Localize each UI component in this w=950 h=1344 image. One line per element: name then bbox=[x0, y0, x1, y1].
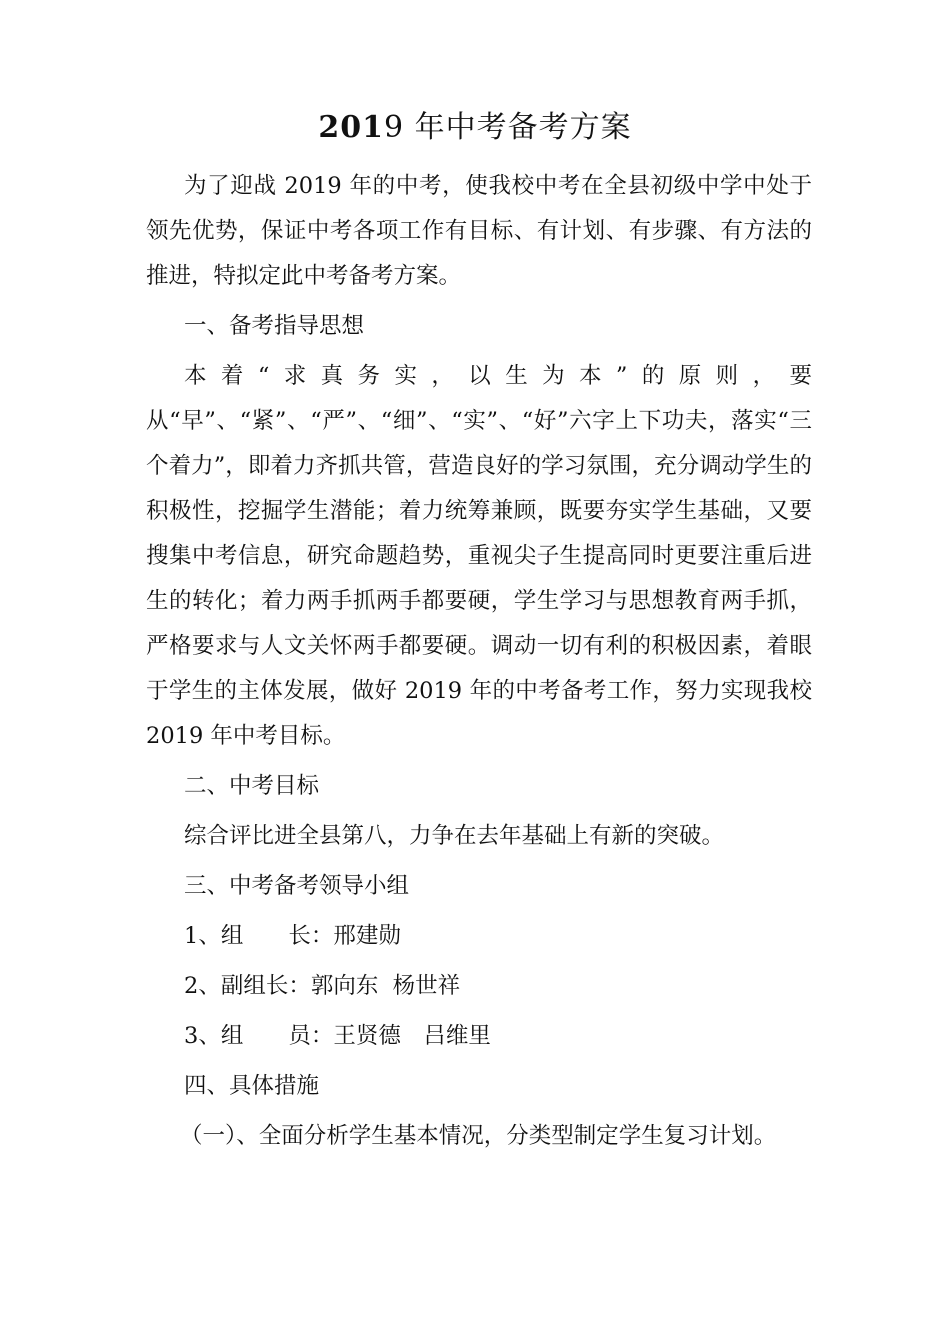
document-title bbox=[0, 108, 950, 148]
section-heading-exam-goal: 二、中考目标 bbox=[184, 773, 320, 799]
members-line: 3、组 员：王贤德 吕维里 bbox=[184, 1023, 491, 1049]
section-heading-measures: 四、具体措施 bbox=[184, 1073, 320, 1099]
title-year-bold: 201 bbox=[318, 110, 384, 145]
exam-goal-paragraph: 综合评比进全县第八，力争在去年基础上有新的突破。 bbox=[184, 823, 725, 849]
document-body bbox=[146, 164, 812, 1164]
subsection-heading-analysis: （一）、全面分析学生基本情况，分类型制定学生复习计划。 bbox=[180, 1123, 777, 1149]
title-text: 9 年中考备考方案 bbox=[384, 110, 632, 145]
guiding-idea-paragraph: 本着“求真务实，以生为本”的原则，要从“早”、“紧”、“严”、“细”、“实”、“好”六字上下功夫，落实“三个着力”，即着力齐抓共管，营造良好的学习氛围，充分调动学生的积极性，挖掘学生潜能；着力统筹兼顾，既要夯实学生基础，又要搜集中考信息，研究命题趋势，重视尖子生提高同时更要注重后进生的转化；着力两手抓两手都要硬，学生学习与思想教育两手抓，严格要求与人文关怀两手都要硬。调动一切有利的积极因素，着眼于学生的主体发展，做好 2019 年的中考备考工作，努力实现我校 2019 年中考目标。 bbox=[146, 363, 812, 749]
intro-paragraph: 为了迎战 2019 年的中考，使我校中考在全县初级中学中处于领先优势，保证中考各项工作有目标、有计划、有步骤、有方法的推进，特拟定此中考备考方案。 bbox=[146, 173, 812, 289]
section-heading-leadership-group: 三、中考备考领导小组 bbox=[184, 873, 410, 899]
section-heading-guiding-idea: 一、备考指导思想 bbox=[184, 313, 365, 339]
deputy-leader-line: 2、副组长：郭向东 杨世祥 bbox=[184, 973, 461, 999]
leader-line: 1、组 长：邢建勋 bbox=[184, 923, 401, 949]
